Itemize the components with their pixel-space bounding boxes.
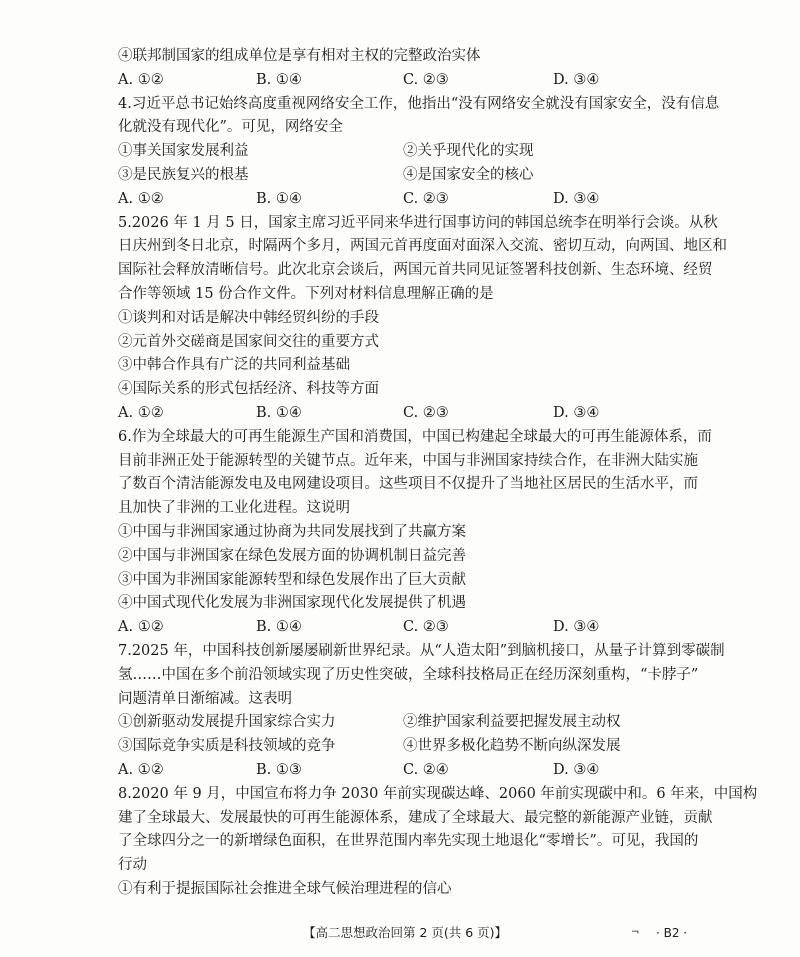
q5-statement-2: ②元首外交磋商是国家间交往的重要方式 [118,333,379,350]
q6-stem-line-3: 了数百个清洁能源发电及电网建设项目。这些项目不仅提升了当地社区居民的生活水平，而 [118,476,698,493]
q5-statement-1: ①谈判和对话是解决中韩经贸纠纷的手段 [118,309,379,326]
q8-stem-line-4: 行动 [118,857,147,874]
q4-statements-row-1 [118,141,698,161]
q7-statement-4: ④世界多极化趋势不断向纵深发展 [403,738,621,755]
q4-option-b: B. ①④ [256,190,302,207]
q3-option-c: C. ②③ [403,71,449,88]
q7-statements-row-1 [118,712,698,732]
q5-stem-line-4: 合作等领域 15 份合作文件。下列对材料信息理解正确的是 [118,286,494,302]
q4-statements-row-2 [118,165,698,185]
q7-option-d: D. ③④ [553,762,600,778]
q7-statements-row-2 [118,736,698,756]
q3-options [118,70,678,90]
q6-option-c: C. ②③ [403,619,449,636]
q6-option-a: A. ①② [118,619,164,636]
q7-option-b: B. ①③ [256,762,302,778]
q5-option-d: D. ③④ [553,405,600,421]
q7-statement-2: ②维护国家利益要把握发展主动权 [403,714,621,731]
q6-options [118,617,678,637]
q5-option-c: C. ②③ [403,405,449,421]
q6-option-b: B. ①④ [256,619,302,636]
q5-statement-4: ④国际关系的形式包括经济、科技等方面 [118,381,379,398]
q8-statement-1: ①有利于提振国际社会推进全球气候治理进程的信心 [118,881,452,897]
q5-stem-line-2: 日庆州到冬日北京，时隔两个多月，两国元首再度面对面深入交流、密切互动，向两国、地区和 [118,238,727,255]
q6-statement-4: ④中国式现代化发展为非洲国家现代化发展提供了机遇 [118,595,466,612]
q4-statement-3: ③是民族复兴的根基 [118,167,249,183]
footer-exam-code: · B2 · [656,926,688,940]
q3-option-a: A. ①② [118,71,164,88]
q7-options [118,760,678,780]
q4-statement-2: ②关乎现代化的实现 [403,143,534,160]
q8-stem-line-3: 了全球四分之一的新增绿色面积，在世界范围内率先实现土地退化“零增长”。可见，我国的 [118,833,699,850]
q4-statement-4: ④是国家安全的核心 [403,167,534,183]
q4-option-c: C. ②③ [403,190,449,207]
q7-option-a: A. ①② [118,762,164,778]
q4-option-d: D. ③④ [553,190,600,207]
q6-stem-line-2: 目前非洲正处于能源转型的关键节点。近年来，中国与非洲国家持续合作，在非洲大陆实施 [118,452,698,469]
q5-statement-3: ③中韩合作具有广泛的共同利益基础 [118,357,350,374]
q7-stem-line-2: 氢……中国在多个前沿领域实现了历史性突破，全球科技格局正在经历深刻重构，“卡脖子” [118,666,699,683]
q4-stem-line-1: 4.习近平总书记始终高度重视网络安全工作，他指出“没有网络安全就没有国家安全，没有信息 [118,95,720,112]
q6-statement-3: ③中国为非洲国家能源转型和绿色发展作出了巨大贡献 [118,571,466,588]
q8-stem-line-1: 8.2020 年 9 月，中国宣布将力争 2030 年前实现碳达峰、2060 年前实现碳中和。6 年来，中国构 [118,785,758,802]
q5-option-b: B. ①④ [256,405,302,421]
q6-stem-line-1: 6.作为全球最大的可再生能源生产国和消费国，中国已构建起全球最大的可再生能源体系，而 [118,428,712,445]
q5-option-a: A. ①② [118,405,164,421]
q5-options [118,403,678,423]
q7-statement-3: ③国际竞争实质是科技领域的竞争 [118,738,336,755]
q4-options [118,189,678,209]
q4-stem-line-2: 化就没有现代化”。可见，网络安全 [118,119,343,136]
q3-option-d: D. ③④ [553,71,600,88]
q6-statement-2: ②中国与非洲国家在绿色发展方面的协调机制日益完善 [118,547,466,564]
footer-page-info: 【高二思想政治回第 2 页(共 6 页)】 [303,925,508,940]
q4-option-a: A. ①② [118,190,164,207]
q5-stem-line-1: 5.2026 年 1 月 5 日，国家主席习近平同来华进行国事访问的韩国总统李在明举行会谈。从秋 [118,214,718,231]
q8-stem-line-2: 建了全球最大、发展最快的可再生能源体系，建成了全球最大、最完整的新能源产业链，贡献 [118,809,713,826]
q5-stem-line-3: 国际社会释放清晰信号。此次北京会谈后，两国元首共同见证签署科技创新、生态环境、经贸 [118,262,713,279]
q3-option-b: B. ①④ [256,71,302,88]
q4-statement-1: ①事关国家发展利益 [118,143,249,160]
q7-stem-line-3: 问题清单日渐缩减。这表明 [118,690,292,707]
footer-mark: ¬ [631,927,640,938]
q7-stem-line-1: 7.2025 年，中国科技创新屡屡刷新世界纪录。从“人造太阳”到脑机接口，从量子计算到零碳制 [118,643,725,659]
q6-statement-1: ①中国与非洲国家通过协商为共同发展找到了共赢方案 [118,524,466,540]
q7-statement-1: ①创新驱动发展提升国家综合实力 [118,714,336,731]
page-footer [0,922,800,944]
q3-statement-4: ④联邦制国家的组成单位是享有相对主权的完整政治实体 [118,48,481,64]
q6-stem-line-4: 且加快了非洲的工业化进程。这说明 [118,500,350,517]
q7-option-c: C. ②④ [403,762,449,778]
q6-option-d: D. ③④ [553,619,600,636]
